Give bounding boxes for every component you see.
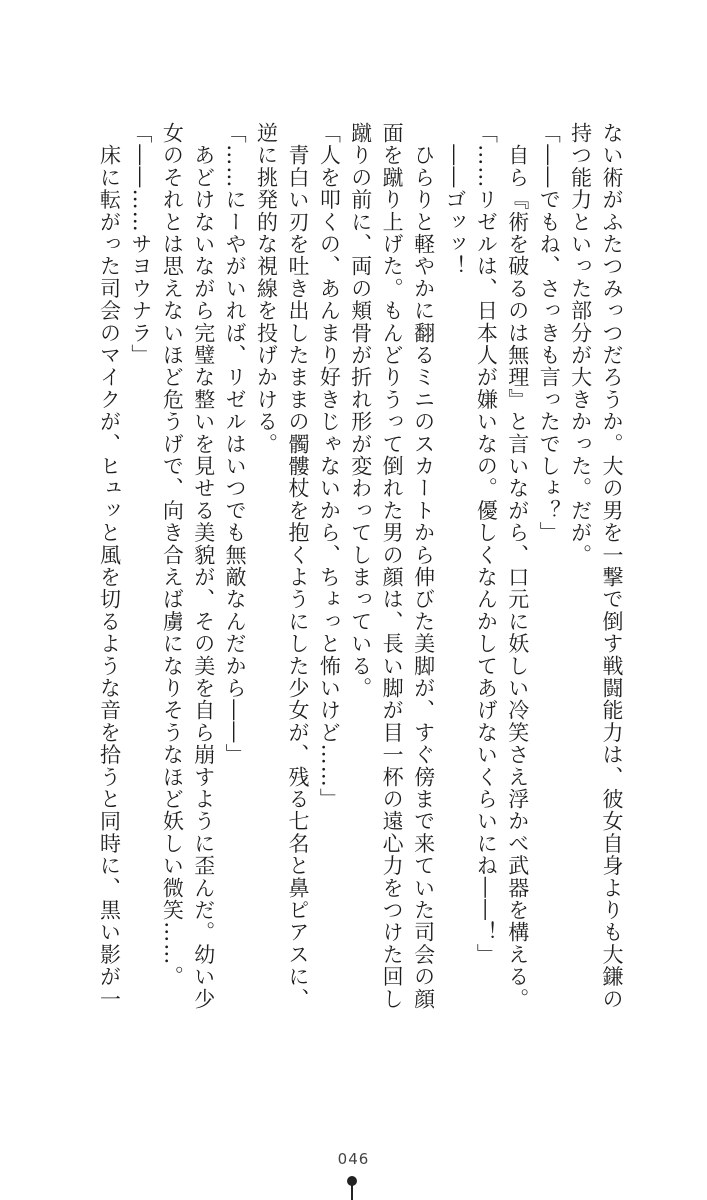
novel-page-body [67,122,627,1022]
text-line: 「――でもね、さっきも言ったでしょ？」 [537,122,562,544]
text-line: 蹴りの前に、両の頬骨が折れ形が変わってしまっている。 [348,122,373,700]
text-line: ――ゴッッ！ [442,122,467,278]
text-line: 「人を叩くの、あんまり好きじゃないから、ちょっと怖いけど……」 [317,122,342,811]
text-line: 「――……サヨウナラ」 [128,122,153,367]
text-line: 「……にーやがいれば、リゼルはいつでも無敵なんだから――」 [223,122,248,766]
text-line: あどけないながら完璧な整いを見せる美貌が、その美を自ら崩すように歪んだ。幼い少 [191,122,216,1010]
text-line: 青白い刃を吐き出したままの髑髏杖を抱くようにした少女が、残る七名と鼻ピアスに、 [285,122,310,1011]
text-line: ない術がふたつみっつだろうか。大の男を一撃で倒す戦闘能力は、彼女自身よりも大鎌の [600,122,624,1010]
text-line: 面を蹴り上げた。もんどりうって倒れた男の顔は、長い脚が目一杯の遠心力をつけた回し [380,122,405,1010]
text-line: 床に転がった司会のマイクが、ヒュッと風を切るような音を拾うと同時に、黒い影が一 [97,122,122,1011]
text-line: 持つ能力といった部分が大きかった。だが。 [568,122,593,566]
text-line: ひらりと軽やかに翻るミニのスカートから伸びた美脚が、すぐ傍まで来ていた司会の顔 [411,122,436,1010]
page-ornament-icon [346,1176,358,1200]
text-line: 女のそれとは思えないほど危うげで、向き合えば虜になりそうなほど妖しい微笑……。 [160,122,185,988]
page-number: 046 [337,1150,370,1168]
text-line: 「……リゼルは、日本人が嫌いなの。優しくなんかしてあげないくらいにね――！」 [474,122,499,966]
ornament-stem [351,1184,353,1200]
text-line: 逆に挑発的な視線を投げかける。 [254,122,279,455]
text-line: 自ら『術を破るのは無理』と言いながら、口元に妖しい冷笑さえ浮かべ武器を構える。 [505,122,530,1010]
